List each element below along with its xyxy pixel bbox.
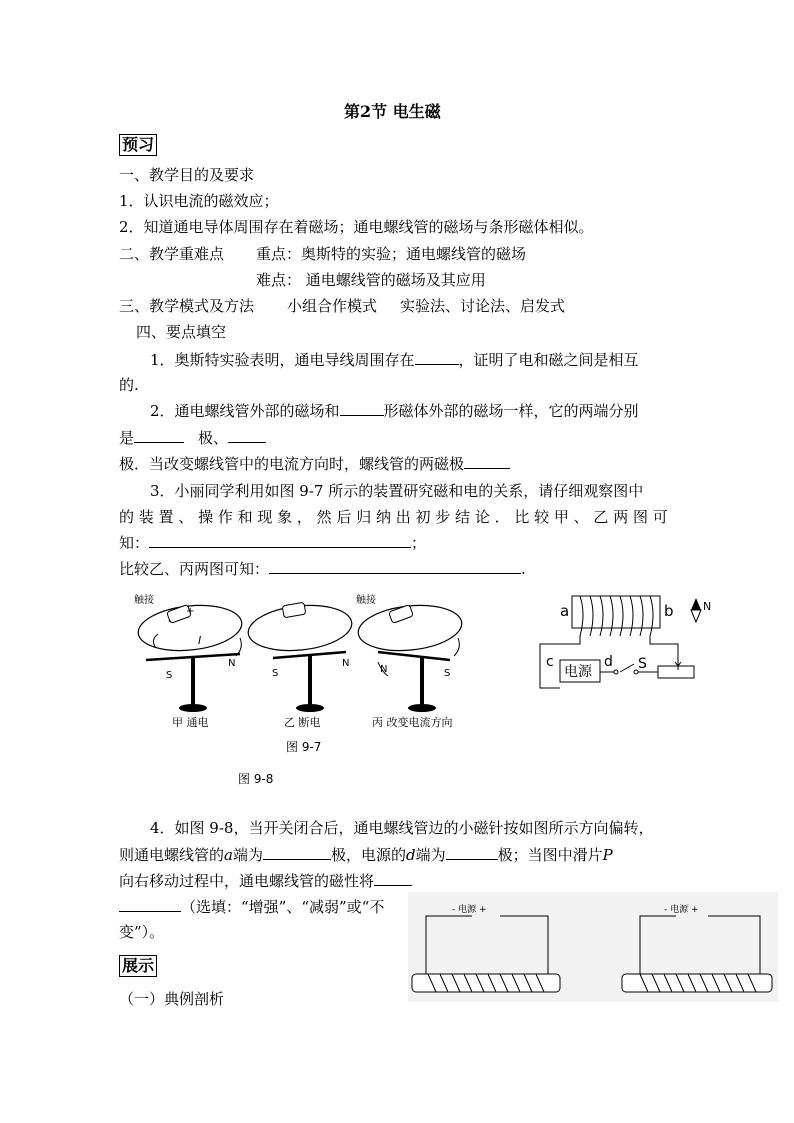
rheostat bbox=[658, 666, 694, 678]
heading-mode: 三、教学模式及方法 bbox=[119, 297, 255, 315]
end-c-label: c bbox=[546, 654, 554, 670]
question-3-line-2: 的 装 置 、 操 作 和 现 象 ， 然 后 归 纳 出 初 步 结 论 ． 比 较 甲 、 乙 两 图 可 bbox=[119, 508, 668, 526]
question-1-text-c: 的. bbox=[119, 376, 139, 394]
question-4-line-1: 4．如图 9-8，当开关闭合后，通电螺线管边的小磁针按如图所示方向偏转， bbox=[150, 819, 654, 837]
solenoid-coils bbox=[580, 596, 653, 636]
goal-2: 2．知道通电导体周围存在着磁场；通电螺线管的磁场与条形磁体相似。 bbox=[119, 218, 594, 236]
heading-goals: 一、教学目的及要求 bbox=[119, 166, 255, 184]
example-heading: （一）典例剖析 bbox=[119, 990, 225, 1008]
blank-q4-d-pole[interactable] bbox=[446, 845, 498, 860]
var-p: P bbox=[602, 846, 613, 864]
blank-q2-pole-1[interactable] bbox=[134, 428, 184, 443]
end-d-label: d bbox=[604, 654, 613, 670]
question-2-text-d: 极、 bbox=[198, 429, 229, 447]
end-a-label: a bbox=[560, 602, 570, 620]
question-2-text-c: 是 bbox=[119, 429, 135, 447]
question-4-text-b3: 极，电源的 bbox=[330, 846, 406, 864]
question-4-text-b1: 则通电螺线管的 bbox=[119, 846, 225, 864]
question-1-text-b: ，证明了电和磁之间是相互 bbox=[458, 351, 639, 369]
question-4-text-c: 向右移动过程中，通电螺线管的磁性将 bbox=[119, 872, 375, 890]
question-3-text-d-end: . bbox=[521, 560, 526, 578]
question-2-text-a: 2．通电螺线管外部的磁场和 bbox=[150, 402, 340, 420]
question-1-line-1 bbox=[150, 350, 639, 370]
caption-figure-9-8: 图 9-8 bbox=[238, 772, 274, 786]
goal-1: 1．认识电流的磁效应； bbox=[119, 192, 279, 210]
minus-label: - bbox=[168, 616, 172, 627]
n-pole-label-1: N bbox=[228, 658, 236, 669]
question-1-text-a: 1．奥斯特实验表明，通电导线周围存在 bbox=[150, 351, 415, 369]
caption-figure-9-7: 图 9-7 bbox=[286, 740, 322, 754]
question-4-line-4 bbox=[119, 897, 384, 917]
var-a: a bbox=[224, 846, 233, 864]
touch-label-2: 触接 bbox=[356, 595, 376, 606]
compass-needle-icon bbox=[691, 598, 701, 622]
question-2-text-e: 极．当改变螺线管中的电流方向时，螺线管的两磁极 bbox=[119, 455, 465, 473]
question-3-line-4 bbox=[119, 559, 526, 579]
figure-9-7 bbox=[128, 588, 478, 738]
blank-q3-b[interactable] bbox=[269, 559, 521, 574]
blank-q1[interactable] bbox=[415, 350, 459, 365]
question-2-line-1 bbox=[150, 401, 639, 421]
s-pole-label-2: S bbox=[272, 668, 279, 679]
switch-label: S bbox=[638, 656, 647, 672]
blank-q4-magnetism-1[interactable] bbox=[374, 871, 412, 886]
blank-q2-pole-2[interactable] bbox=[228, 428, 266, 443]
touch-label-1: 触接 bbox=[134, 595, 154, 606]
question-4-text-b5: 极；当图中滑片 bbox=[497, 846, 603, 864]
heading-fill-blanks: 四、要点填空 bbox=[136, 323, 227, 341]
heading-key-points: 二、教学重难点 bbox=[119, 245, 225, 263]
question-3-text-c: 知： bbox=[119, 534, 150, 552]
question-2-text-b: 形磁体外部的磁场一样，它的两端分别 bbox=[383, 402, 639, 420]
page-title: 第2节 电生磁 bbox=[344, 102, 441, 121]
question-3-line-1: 3．小丽同学利用如图 9-7 所示的装置研究磁和电的关系，请仔细观察图中 bbox=[150, 482, 644, 500]
blank-q3-a[interactable] bbox=[149, 533, 411, 548]
n-pole-label-3: N bbox=[380, 664, 388, 675]
figure-bottom-circuits bbox=[408, 892, 778, 1002]
key-point: 重点：奥斯特的实验；通电螺线管的磁场 bbox=[256, 245, 527, 263]
s-pole-label-1: S bbox=[166, 670, 173, 681]
oersted-apparatus-1 bbox=[136, 601, 244, 712]
plus-label: + bbox=[186, 606, 195, 617]
caption-bing: 丙 改变电流方向 bbox=[372, 716, 453, 729]
power-source-label: 电源 bbox=[564, 664, 592, 680]
blank-q2-shape[interactable] bbox=[340, 401, 384, 416]
section-show-label: 展示 bbox=[119, 955, 157, 977]
question-3-text-c-end: ； bbox=[411, 534, 427, 552]
end-b-label: b bbox=[664, 602, 674, 620]
figure-9-8 bbox=[530, 588, 720, 698]
current-label: I bbox=[198, 634, 202, 647]
teaching-mode: 小组合作模式 bbox=[287, 297, 378, 315]
teaching-methods: 实验法、讨论法、启发式 bbox=[400, 297, 566, 315]
caption-yi: 乙 断电 bbox=[284, 716, 321, 729]
question-3-text-d: 比较乙、丙两图可知： bbox=[119, 560, 270, 578]
blank-q4-a-pole[interactable] bbox=[263, 845, 331, 860]
compass-n-label: N bbox=[703, 600, 712, 613]
hard-point: 难点： 通电螺线管的磁场及其应用 bbox=[256, 271, 486, 289]
power-label-right: - 电源 + bbox=[664, 905, 699, 915]
question-4-text-b4: 端为 bbox=[415, 846, 446, 864]
question-4-line-2 bbox=[119, 845, 613, 865]
n-pole-label-2: N bbox=[342, 658, 350, 669]
question-2-line-3 bbox=[119, 454, 510, 474]
question-4-line-3 bbox=[119, 871, 412, 891]
oersted-apparatus-3 bbox=[356, 601, 464, 712]
oersted-apparatus-2 bbox=[246, 601, 354, 712]
s-pole-label-3: S bbox=[444, 668, 451, 679]
question-4-text-b2: 端为 bbox=[232, 846, 263, 864]
section-preview-label: 预习 bbox=[119, 134, 157, 156]
question-4-text-e: 变”）。 bbox=[119, 923, 165, 941]
power-label-left: - 电源 + bbox=[452, 905, 487, 915]
question-2-line-2 bbox=[119, 428, 266, 448]
blank-q2-change[interactable] bbox=[464, 454, 510, 469]
caption-jia: 甲 通电 bbox=[172, 716, 209, 729]
question-4-text-d: （选填：“增强”、“减弱”或“不 bbox=[181, 898, 385, 916]
var-d: d bbox=[406, 846, 416, 864]
question-3-line-3 bbox=[119, 533, 426, 553]
blank-q4-magnetism-2[interactable] bbox=[119, 897, 181, 912]
